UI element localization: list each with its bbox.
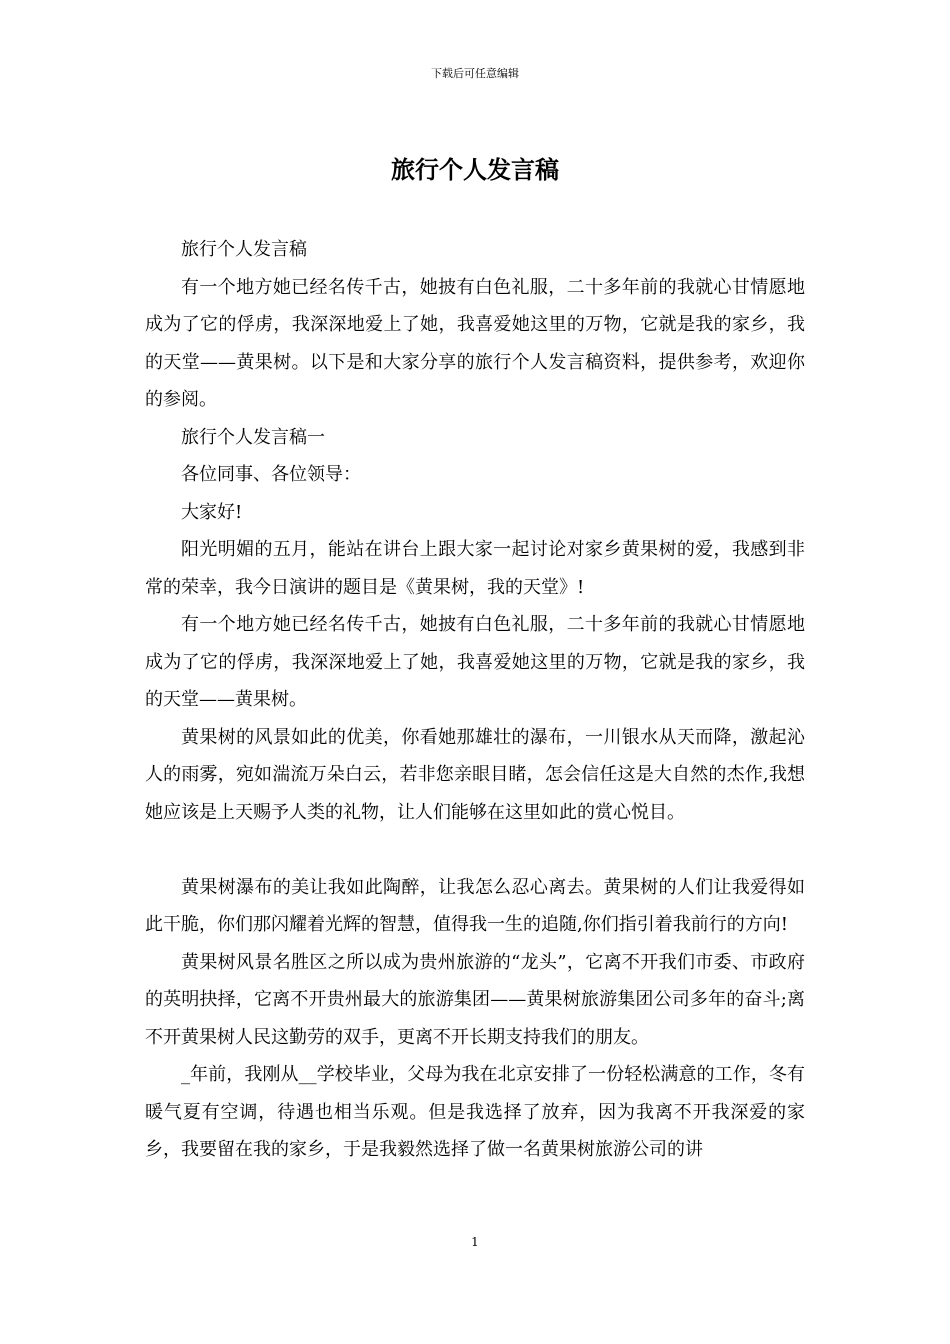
- paragraph: 旅行个人发言稿: [181, 239, 307, 260]
- document-title: 旅行个人发言稿: [391, 155, 559, 184]
- paragraph: _年前，我刚从__学校毕业，父母为我在北京安排了一份轻松满意的工作，冬有暖气夏有空调，待遇也相当乐观。但是我选择了放弃，因为我离不开我深爱的家乡，我要留在我的家乡，于是我毅然选择了做一名黄果树旅游公司的讲: [145, 1064, 805, 1160]
- paragraph: 各位同事、各位领导：: [181, 464, 361, 485]
- paragraph: 旅行个人发言稿一: [181, 426, 325, 448]
- paragraph: 黄果树瀑布的美让我如此陶醉，让我怎么忍心离去。黄果树的人们让我爱得如此干脆，你们那闪耀着光辉的智慧，值得我一生的追随,你们指引着我前行的方向!: [145, 876, 805, 935]
- page-number: 1: [471, 1235, 479, 1249]
- document-body: [145, 231, 805, 1169]
- paragraph: 阳光明媚的五月，能站在讲台上跟大家一起讨论对家乡黄果树的爱，我感到非常的荣幸，我今日演讲的题目是《黄果树，我的天堂》!: [145, 539, 805, 598]
- paragraph: 大家好!: [181, 501, 243, 523]
- header-note: 下载后可任意编辑: [431, 67, 519, 80]
- paragraph: 有一个地方她已经名传千古，她披有白色礼服，二十多年前的我就心甘情愿地成为了它的俘虏，我深深地爱上了她，我喜爱她这里的万物，它就是我的家乡，我的天堂——黄果树。: [145, 614, 805, 710]
- paragraph: 黄果树的风景如此的优美，你看她那雄壮的瀑布，一川银水从天而降，激起沁人的雨雾，宛如湍流万朵白云，若非您亲眼目睹，怎会信任这是大自然的杰作,我想她应该是上天赐予人类的礼物，让人们能够在这里如此的赏心悦目。: [145, 726, 805, 823]
- paragraph: 有一个地方她已经名传千古，她披有白色礼服，二十多年前的我就心甘情愿地成为了它的俘虏，我深深地爱上了她，我喜爱她这里的万物，它就是我的家乡，我的天堂——黄果树。以下是和大家分享的旅行个人发言稿资料，提供参考，欢迎你的参阅。: [145, 276, 805, 410]
- paragraph-gap: [145, 831, 805, 869]
- paragraph: 黄果树风景名胜区之所以成为贵州旅游的“龙头”，它离不开我们市委、市政府的英明抉择，它离不开贵州最大的旅游集团——黄果树旅游集团公司多年的奋斗;离不开黄果树人民这勤劳的双手，更离不开长期支持我们的朋友。: [145, 951, 805, 1048]
